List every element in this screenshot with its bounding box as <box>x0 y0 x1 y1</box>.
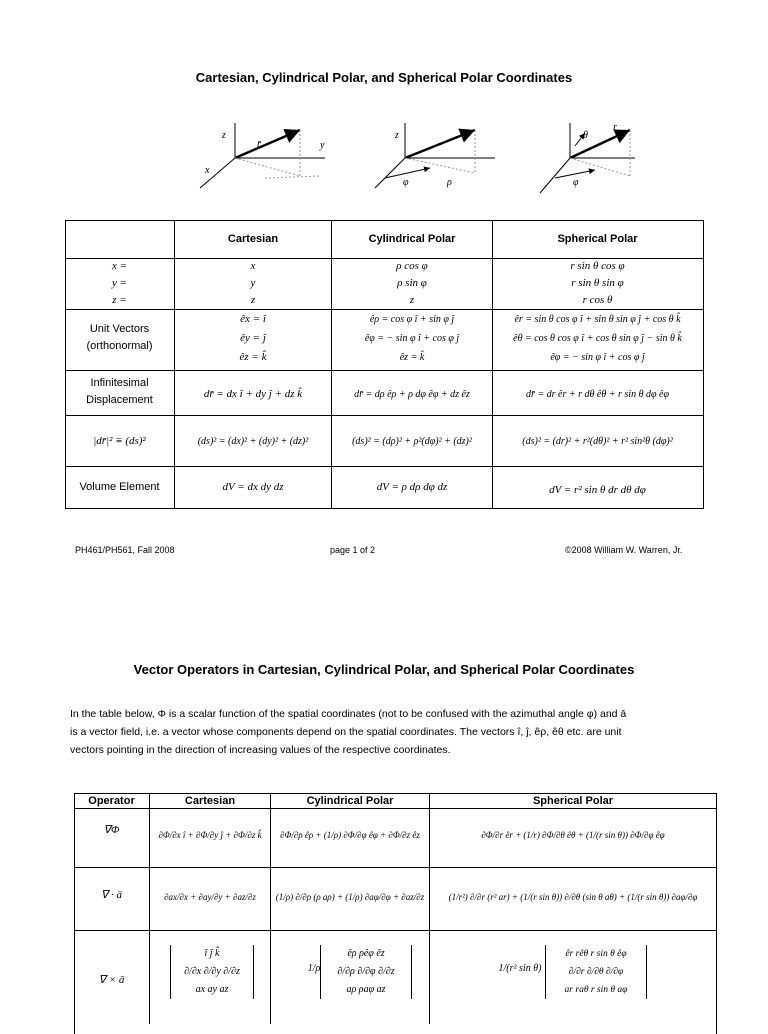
volume-label: Volume Element <box>79 481 160 493</box>
divergence-operator: ∇ · ā <box>100 889 123 901</box>
coords-labels: x = y = z = <box>111 260 128 306</box>
sph-r-label: r <box>613 122 617 133</box>
header-spherical: Spherical Polar <box>557 233 638 245</box>
page2-title: Vector Operators in Cartesian, Cylindrical Polar, and Spherical Polar Coordinates <box>133 662 635 677</box>
ops-header-cylindrical: Cylindrical Polar <box>306 795 394 807</box>
volume-cylindrical: dV = ρ dρ dφ dz <box>376 481 448 493</box>
curl-cylindrical-prefix: 1/ρ <box>307 963 321 974</box>
volume-cartesian: dV = dx dy dz <box>222 481 284 493</box>
ops-header-operator: Operator <box>88 795 135 807</box>
displacement-cartesian: dr̄ = dx î + dy ĵ + dz k̂ <box>203 388 303 400</box>
curl-spherical-determinant: êr rêθ r sin θ êφ ∂/∂r ∂/∂θ ∂/∂φ ar raθ r sin θ aφ <box>545 945 647 999</box>
cart-r-label: r̄ <box>257 139 261 150</box>
gradient-operator: ∇Φ <box>103 824 120 836</box>
unit-vectors-cartesian: êx = î êy = ĵ êz = k̂ <box>239 313 267 363</box>
cyl-phi-label: φ <box>403 177 409 188</box>
ops-header-cartesian: Cartesian <box>184 795 236 807</box>
coordinate-diagrams <box>195 118 665 213</box>
line-element-cylindrical: (ds)² = (dρ)² + ρ²(dφ)² + (dz)² <box>352 436 472 447</box>
displacement-spherical: dr̄ = dr êr + r dθ êθ + r sin θ dφ êφ <box>526 389 669 400</box>
cylindrical-diagram <box>375 123 495 188</box>
coords-cartesian: x y z <box>250 260 256 306</box>
line-element-label: |dr̄|² ≡ (ds)² <box>93 435 146 447</box>
unit-vectors-cylindrical: êρ = cos φ î + sin φ ĵ êφ = − sin φ î + cos φ ĵ êz = k̂ <box>364 314 460 363</box>
cart-y-label: y <box>320 140 325 151</box>
sph-phi-label: φ <box>573 177 579 188</box>
unit-vectors-spherical: êr = sin θ cos φ î + sin θ sin φ ĵ + cos θ k̂ êθ = cos θ cos φ î + cos θ sin φ ĵ − sin θ k̂ êφ = − sin φ î + cos φ ĵ <box>513 314 682 363</box>
curl-spherical-prefix: 1/(r² sin θ) <box>498 963 542 974</box>
cyl-z-label: z <box>395 130 399 141</box>
gradient-spherical: ∂Φ/∂r êr + (1/r) ∂Φ/∂θ êθ + (1/(r sin θ)) ∂Φ/∂φ êφ <box>481 830 665 840</box>
sph-theta-label: θ <box>583 130 588 141</box>
ops-header-spherical: Spherical Polar <box>532 795 614 807</box>
displacement-cylindrical: dr̄ = dρ êρ + ρ dφ êφ + dz êz <box>354 389 470 400</box>
header-cylindrical: Cylindrical Polar <box>368 233 456 245</box>
cyl-rho-label: ρ <box>447 177 452 188</box>
divergence-cartesian: ∂ax/∂x + ∂ay/∂y + ∂az/∂z <box>164 892 256 902</box>
cartesian-diagram <box>200 123 325 188</box>
curl-operator: ∇ × ā <box>98 974 125 986</box>
cart-z-label: z <box>222 130 226 141</box>
divergence-cylindrical: (1/ρ) ∂/∂ρ (ρ aρ) + (1/ρ) ∂aφ/∂φ + ∂az/∂z <box>275 892 425 902</box>
gradient-cylindrical: ∂Φ/∂ρ êρ + (1/ρ) ∂Φ/∂φ êφ + ∂Φ/∂z êz <box>280 830 420 840</box>
unit-vectors-label: Unit Vectors (orthonormal) <box>86 323 153 352</box>
curl-cylindrical-determinant: êρ ρêφ êz ∂/∂ρ ∂/∂φ ∂/∂z aρ ρaφ az <box>320 945 412 999</box>
curl-cartesian-determinant: î ĵ k̂ ∂/∂x ∂/∂y ∂/∂z ax ay az <box>170 945 254 999</box>
displacement-label: Infinitesimal Displacement <box>86 377 153 406</box>
cart-x-label: x <box>205 165 210 176</box>
gradient-cartesian: ∂Φ/∂x î + ∂Φ/∂y ĵ + ∂Φ/∂z k̂ <box>158 830 262 840</box>
page-title: Cartesian, Cylindrical Polar, and Spherical Polar Coordinates <box>195 70 573 85</box>
coords-cylindrical: ρ cos φ ρ sin φ z <box>396 260 428 306</box>
volume-spherical: dV = r² sin θ dr dθ dφ <box>549 484 646 496</box>
coords-spherical: r sin θ cos φ r sin θ sin φ r cos θ <box>570 260 625 306</box>
line-element-spherical: (ds)² = (dr)² + r²(dθ)² + r² sin²θ (dφ)² <box>522 436 673 447</box>
footer-page: page 1 of 2 <box>330 545 376 555</box>
footer-copyright: ©2008 William W. Warren, Jr. <box>565 545 683 555</box>
intro-paragraph: In the table below, Φ is a scalar function of the spatial coordinates (not to be confused with the azimuthal angle φ) and ā is a vector field, i.e. a vector whose components depend on the spatial coordinates. The vectors î, ĵ, êρ, êθ etc. are unit vectors pointing in the direction of increasing values of the respective coordinates. <box>70 708 627 756</box>
line-element-cartesian: (ds)² = (dx)² + (dy)² + (dz)² <box>197 436 309 447</box>
divergence-spherical: (1/r²) ∂/∂r (r² ar) + (1/(r sin θ)) ∂/∂θ (sin θ aθ) + (1/(r sin θ)) ∂aφ/∂φ <box>448 892 698 902</box>
header-cartesian: Cartesian <box>227 233 279 245</box>
footer-course: PH461/PH561, Fall 2008 <box>75 545 175 555</box>
